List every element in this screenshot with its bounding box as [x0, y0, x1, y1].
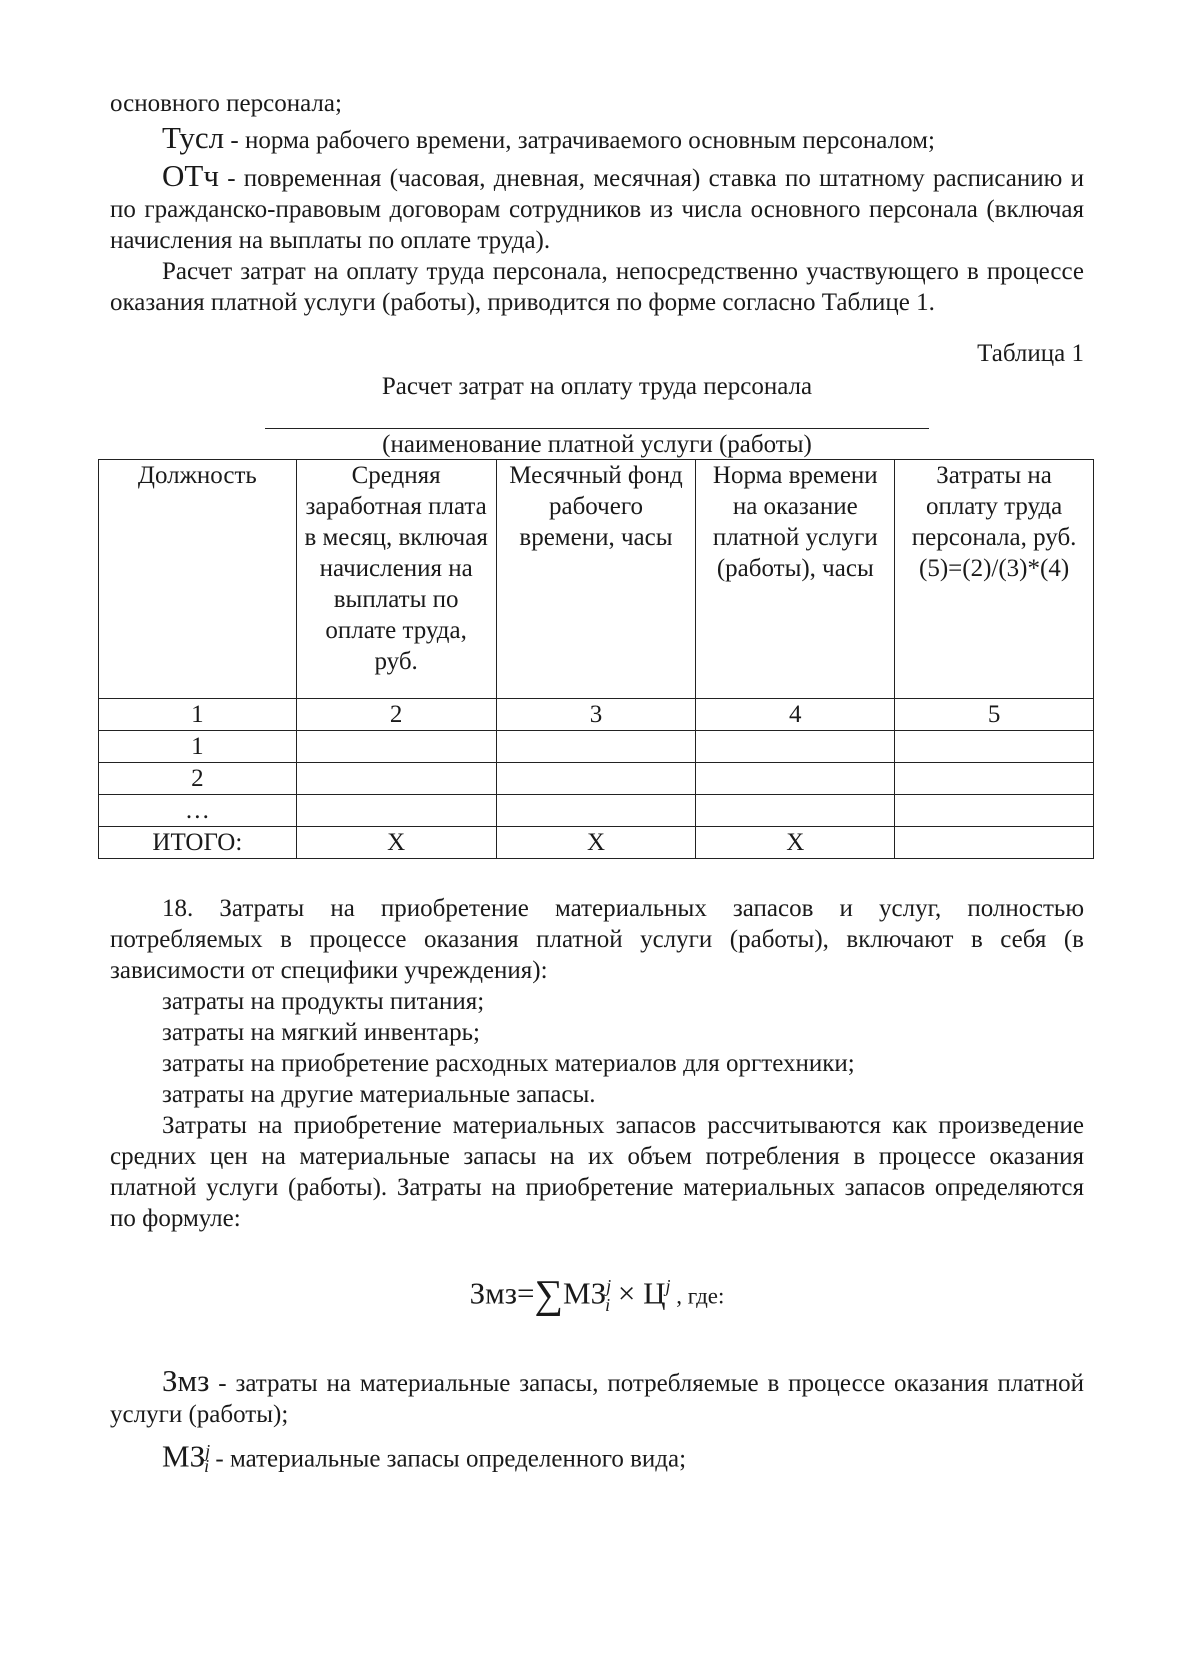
- definition-otch: [110, 160, 1084, 256]
- header-position: Должность: [99, 460, 297, 699]
- formula-sup-j: j: [606, 1276, 612, 1296]
- list-item: затраты на приобретение расходных материалов для оргтехники;: [162, 1050, 855, 1077]
- definition-otch-text: - повременная (часовая, дневная, месячная) ставка по штатному расписанию и по гражданско-правовым договорам сотрудников из числа основного персонала (включая начисления на выплаты по оплате труда).: [110, 165, 1084, 254]
- paragraph-personnel: основного персонала;: [110, 90, 342, 117]
- section-18-intro: 18. Затраты на приобретение материальных запасов и услуг, полностью потребляемых в процессе оказания платной услуги (работы), включают в себя (в зависимости от специфики учреждения):: [110, 895, 1084, 984]
- table-cell: …: [99, 795, 297, 827]
- symbol-zmz: Змз: [162, 1362, 210, 1398]
- service-name-line: [265, 428, 929, 429]
- table-cell: [296, 763, 496, 795]
- table-cell: [296, 731, 496, 763]
- header-monthly-fund: Месячный фонд рабочего времени, часы: [496, 460, 696, 699]
- table-row: [99, 795, 1094, 827]
- table-title: Расчет затрат на оплату труда персонала: [381, 373, 813, 400]
- table-cell: [496, 731, 696, 763]
- column-numbers-row: [99, 699, 1094, 731]
- table-cell: Х: [496, 827, 696, 859]
- list-item: затраты на продукты питания;: [162, 988, 485, 1015]
- col-number: 3: [496, 699, 696, 731]
- sigma-symbol: ∑: [534, 1271, 564, 1317]
- table-cell: Х: [696, 827, 895, 859]
- formula-zmz: [110, 1266, 1084, 1325]
- header-time-norm: Норма времени на оказание платной услуги (работы), часы: [696, 460, 895, 699]
- col-number: 2: [296, 699, 496, 731]
- formula-lhs: Змз=: [469, 1275, 535, 1311]
- table-cell: 2: [99, 763, 297, 795]
- section-18-calc: Затраты на приобретение материальных запасов рассчитываются как произведение средних цен на материальные запасы на их объем потребления в процессе оказания платной услуги (работы). Затраты на приобретение материальных запасов определяются по формуле:: [110, 1112, 1084, 1232]
- definition-zmz: [110, 1362, 1084, 1430]
- list-item: затраты на мягкий инвентарь;: [162, 1019, 480, 1046]
- total-label: ИТОГО:: [99, 827, 297, 859]
- table-cell: [696, 731, 895, 763]
- table-cell: [696, 763, 895, 795]
- table-cell: [496, 763, 696, 795]
- symbol-tusl: Тусл: [162, 120, 225, 155]
- table-number: Таблица 1: [977, 340, 1084, 367]
- formula-sup-j2: j: [665, 1276, 671, 1296]
- definition-mz: [110, 1436, 1084, 1482]
- definition-tusl-text: - норма рабочего времени, затрачиваемого основным персоналом;: [224, 127, 935, 154]
- definition-mz-text: - материальные запасы определенного вида;: [209, 1444, 687, 1472]
- symbol-mz-sup: j: [205, 1440, 211, 1461]
- definition-tusl: [110, 119, 1084, 160]
- table-cell: [296, 795, 496, 827]
- table-header-row: [99, 460, 1094, 699]
- symbol-otch: ОТч: [162, 158, 219, 193]
- table-cell: [895, 731, 1094, 763]
- table-cell: [895, 795, 1094, 827]
- document-page: [110, 88, 1084, 1482]
- table-cell: [696, 795, 895, 827]
- formula-sub-i: i: [605, 1294, 611, 1315]
- table-row: [99, 731, 1094, 763]
- paragraph-table-ref: Расчет затрат на оплату труда персонала, непосредственно участвующего в процессе оказания платной услуги (работы), приводится по форме согласно Таблице 1.: [110, 258, 1084, 316]
- table-cell: [895, 763, 1094, 795]
- formula-times: ×: [610, 1275, 644, 1311]
- formula-tail: , где:: [670, 1283, 725, 1309]
- col-number: 1: [99, 699, 297, 731]
- symbol-mz: МЗ: [162, 1437, 206, 1473]
- formula-price: Ц: [643, 1275, 666, 1311]
- col-number: 5: [895, 699, 1094, 731]
- definition-zmz-text: - затраты на материальные запасы, потребляемые в процессе оказания платной услуги (работы);: [110, 1369, 1084, 1428]
- table-total-row: [99, 827, 1094, 859]
- table-cell: 1: [99, 731, 297, 763]
- header-labor-cost: Затраты на оплату труда персонала, руб. (5)=(2)/(3)*(4): [895, 460, 1094, 699]
- service-name-caption: (наименование платной услуги (работы): [382, 431, 812, 458]
- header-avg-salary: Средняя заработная плата в месяц, включая начисления на выплаты по оплате труда, руб.: [296, 460, 496, 699]
- labor-cost-table: [98, 459, 1094, 859]
- table-cell: [895, 827, 1094, 859]
- col-number: 4: [696, 699, 895, 731]
- formula-mz: МЗ: [563, 1275, 607, 1311]
- table-cell: [496, 795, 696, 827]
- table-row: [99, 763, 1094, 795]
- table-cell: Х: [296, 827, 496, 859]
- list-item: затраты на другие материальные запасы.: [162, 1081, 596, 1108]
- symbol-mz-sub: i: [204, 1455, 210, 1476]
